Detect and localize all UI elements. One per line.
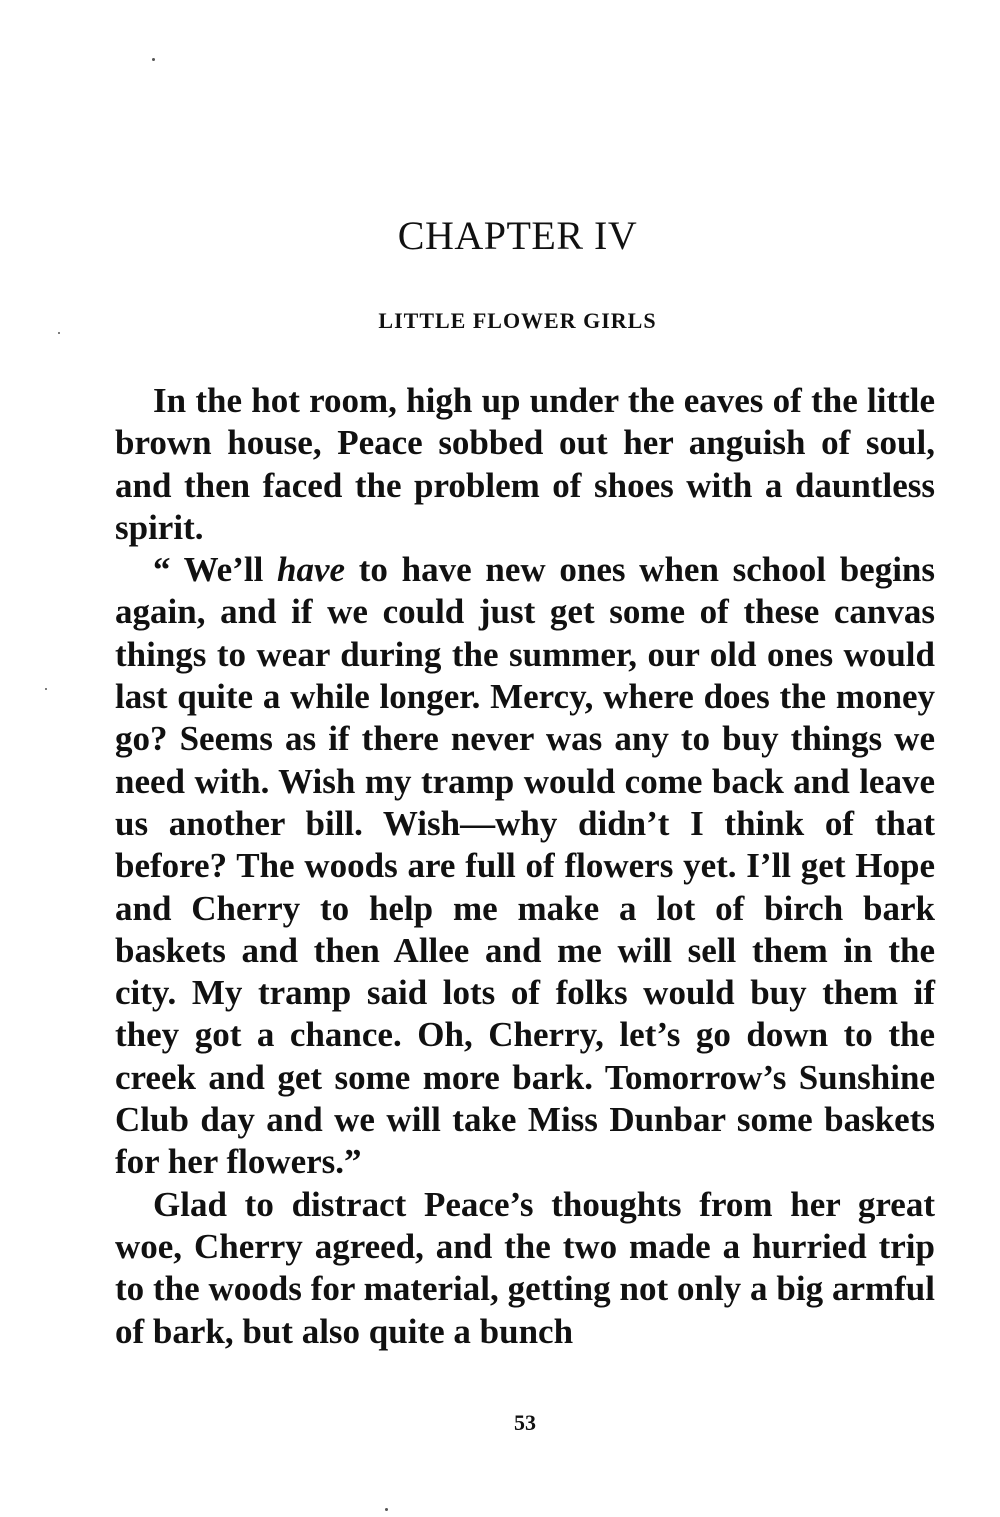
paragraph-2-rest: to have new ones when school begins again, and if we could just get some of these canvas things to wear during the summer, our old ones would last quite a while longer. Mercy, where does the money go? Seems as if there never was any to buy things we need with. Wish my tramp would come back and leave us another bill. Wish—why didn’t I think of that before? The woods are full of flowers yet. I’ll get Hope and Cherry to help me make a lot of birch bark baskets and then Allee and me will sell them in the city. My tramp said lots of folks would buy them if they got a chance. Oh, Cherry, let’s go down to the creek and get some more bark. Tomorrow’s Sunshine Club day and we will take Miss Dunbar some baskets for her flowers.”	[115, 550, 936, 1182]
paragraph-1: In the hot room, high up under the eaves of the little brown house, Peace sobbed out her anguish of soul, and then faced the problem of shoes with a dauntless spirit.	[115, 381, 935, 547]
chapter-title: CHAPTER IV	[397, 213, 638, 258]
paragraph-3: Glad to distract Peace’s thoughts from her great woe, Cherry agreed, and the two made a hurried trip to the woods for material, getting not only a big armful of bark, but also quite a bunch	[115, 1184, 935, 1351]
scan-speck	[385, 1508, 388, 1511]
scan-speck	[152, 58, 155, 61]
chapter-subtitle: LITTLE FLOWER GIRLS	[378, 308, 657, 333]
paragraph-2	[115, 549, 935, 1183]
page-number: 53	[514, 1410, 536, 1435]
paragraph-2-start: “ We’ll	[153, 550, 278, 590]
scan-speck	[45, 688, 47, 690]
body-text	[115, 380, 935, 1353]
emphasis-word: have	[277, 550, 346, 590]
